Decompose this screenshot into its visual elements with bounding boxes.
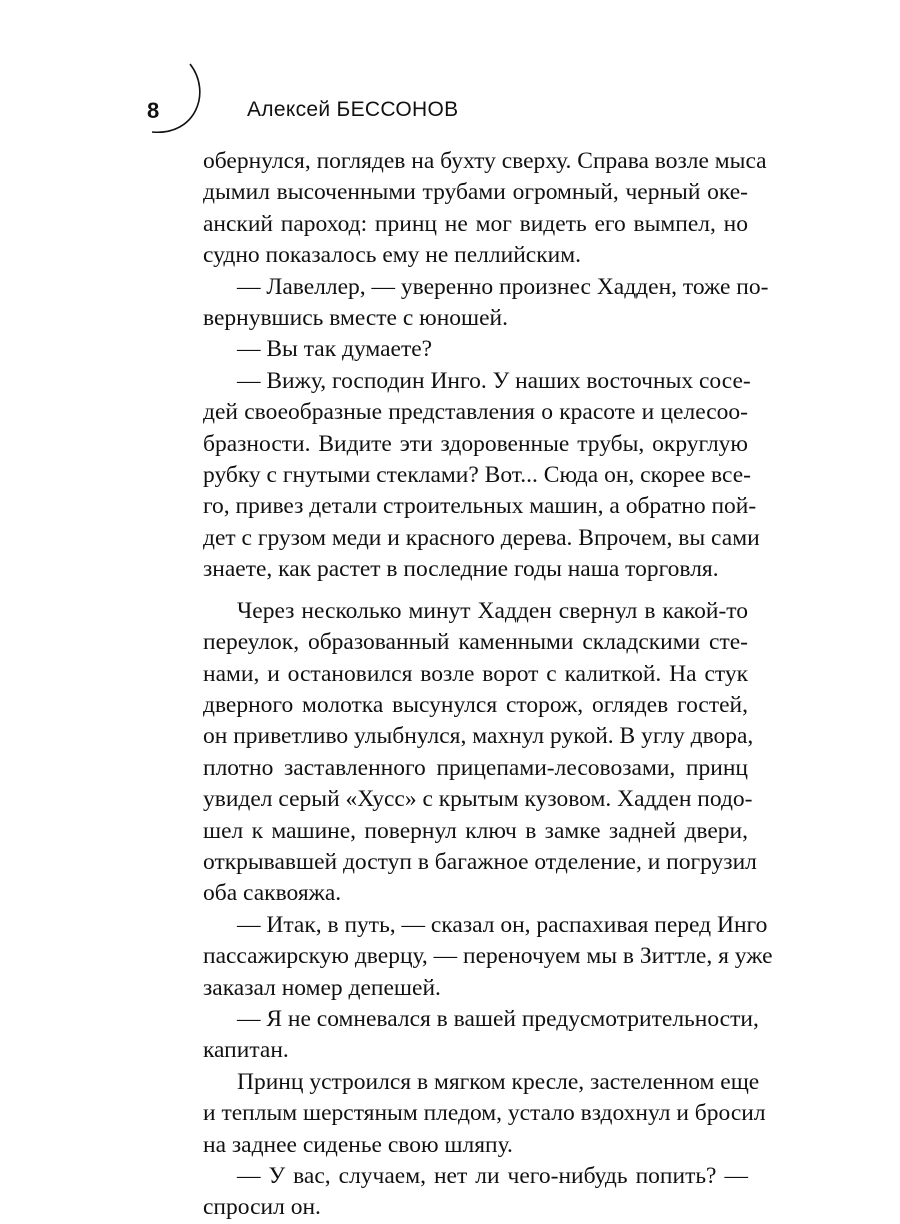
text-line: — У вас, случаем, нет ли чего-нибудь попить? — bbox=[237, 1163, 748, 1189]
text-line: вернувшись вместе с юношей. bbox=[203, 305, 509, 332]
running-header bbox=[0, 0, 900, 150]
text-line: открывавшей доступ в багажное отделение, и погрузил bbox=[203, 848, 757, 875]
text-line: дей своеобразные представления о красоте и целесоо- bbox=[203, 399, 748, 426]
section-gap bbox=[203, 586, 748, 596]
paragraph bbox=[203, 146, 767, 272]
page-number-arc-ornament bbox=[148, 62, 208, 142]
paragraph bbox=[203, 366, 760, 586]
text-line: переулок, образованный каменными складскими сте- bbox=[203, 629, 748, 656]
text-line: капитан. bbox=[203, 1037, 289, 1064]
text-line: бразности. Видите эти здоровенные трубы, округлую bbox=[203, 430, 748, 457]
text-line: обернулся, поглядев на бухту сверху. Справа возле мыса bbox=[203, 148, 767, 174]
paragraph bbox=[203, 910, 773, 1004]
text-line: судно показалось ему не пеллийским. bbox=[203, 242, 581, 269]
text-line: го, привез детали строительных машин, а обратно пой- bbox=[203, 493, 757, 520]
text-line: увидел серый «Хусс» с крытым кузовом. Хадден подо- bbox=[203, 786, 753, 813]
paragraph bbox=[203, 596, 757, 910]
paragraph bbox=[203, 272, 769, 335]
text-line: — Я не сомневался в вашей предусмотрительности, bbox=[237, 1005, 759, 1032]
text-line: пассажирскую дверцу, — переночуем мы в Зиттле, я уже bbox=[203, 943, 773, 970]
text-line: Через несколько минут Хадден свернул в какой-то bbox=[237, 597, 748, 624]
text-line: рубку с гнутыми стеклами? Вот... Сюда он, скорее все- bbox=[203, 462, 751, 489]
paragraph bbox=[203, 1067, 766, 1161]
text-line: дет с грузом меди и красного дерева. Впрочем, вы сами bbox=[203, 524, 760, 551]
text-line: заказал номер депешей. bbox=[203, 974, 441, 1001]
text-line: оба саквояжа. bbox=[203, 880, 342, 907]
running-header-author: Алексей БЕССОНОВ bbox=[247, 98, 459, 121]
text-line: и теплым шерстяным пледом, устало вздохнул и бросил bbox=[203, 1100, 766, 1127]
text-line: дымил высоченными трубами огромный, черный оке- bbox=[203, 179, 748, 206]
text-line: — Лавеллер, — уверенно произнес Хадден, тоже по- bbox=[237, 273, 769, 300]
text-line: спросил он. bbox=[203, 1194, 321, 1221]
text-line: на заднее сиденье свою шляпу. bbox=[203, 1131, 513, 1158]
page-number: 8 bbox=[147, 98, 160, 123]
text-line: шел к машине, повернул ключ в замке задней двери, bbox=[203, 817, 748, 844]
text-line: — Итак, в путь, — сказал он, распахивая перед Инго bbox=[237, 911, 768, 938]
text-line: плотно заставленного прицепами-лесовозами, принц bbox=[203, 754, 748, 781]
paragraph bbox=[203, 1161, 748, 1224]
paragraph bbox=[203, 334, 748, 365]
text-line: он приветливо улыбнулся, махнул рукой. В углу двора, bbox=[203, 723, 754, 750]
text-line: анский пароход: принц не мог видеть его вымпел, но bbox=[203, 210, 748, 237]
text-line: — Вы так думаете? bbox=[237, 336, 433, 363]
text-line: — Вижу, господин Инго. У наших восточных сосе- bbox=[237, 367, 751, 394]
text-line: знаете, как растет в последние годы наша торговля. bbox=[203, 556, 719, 583]
text-line: нами, и остановился возле ворот с калиткой. На стук bbox=[203, 660, 748, 687]
book-page-body bbox=[203, 146, 773, 1224]
paragraph bbox=[203, 1004, 759, 1067]
text-line: Принц устроился в мягком кресле, застеленном еще bbox=[237, 1068, 760, 1095]
text-line: дверного молотка высунулся сторож, оглядев гостей, bbox=[203, 691, 748, 718]
